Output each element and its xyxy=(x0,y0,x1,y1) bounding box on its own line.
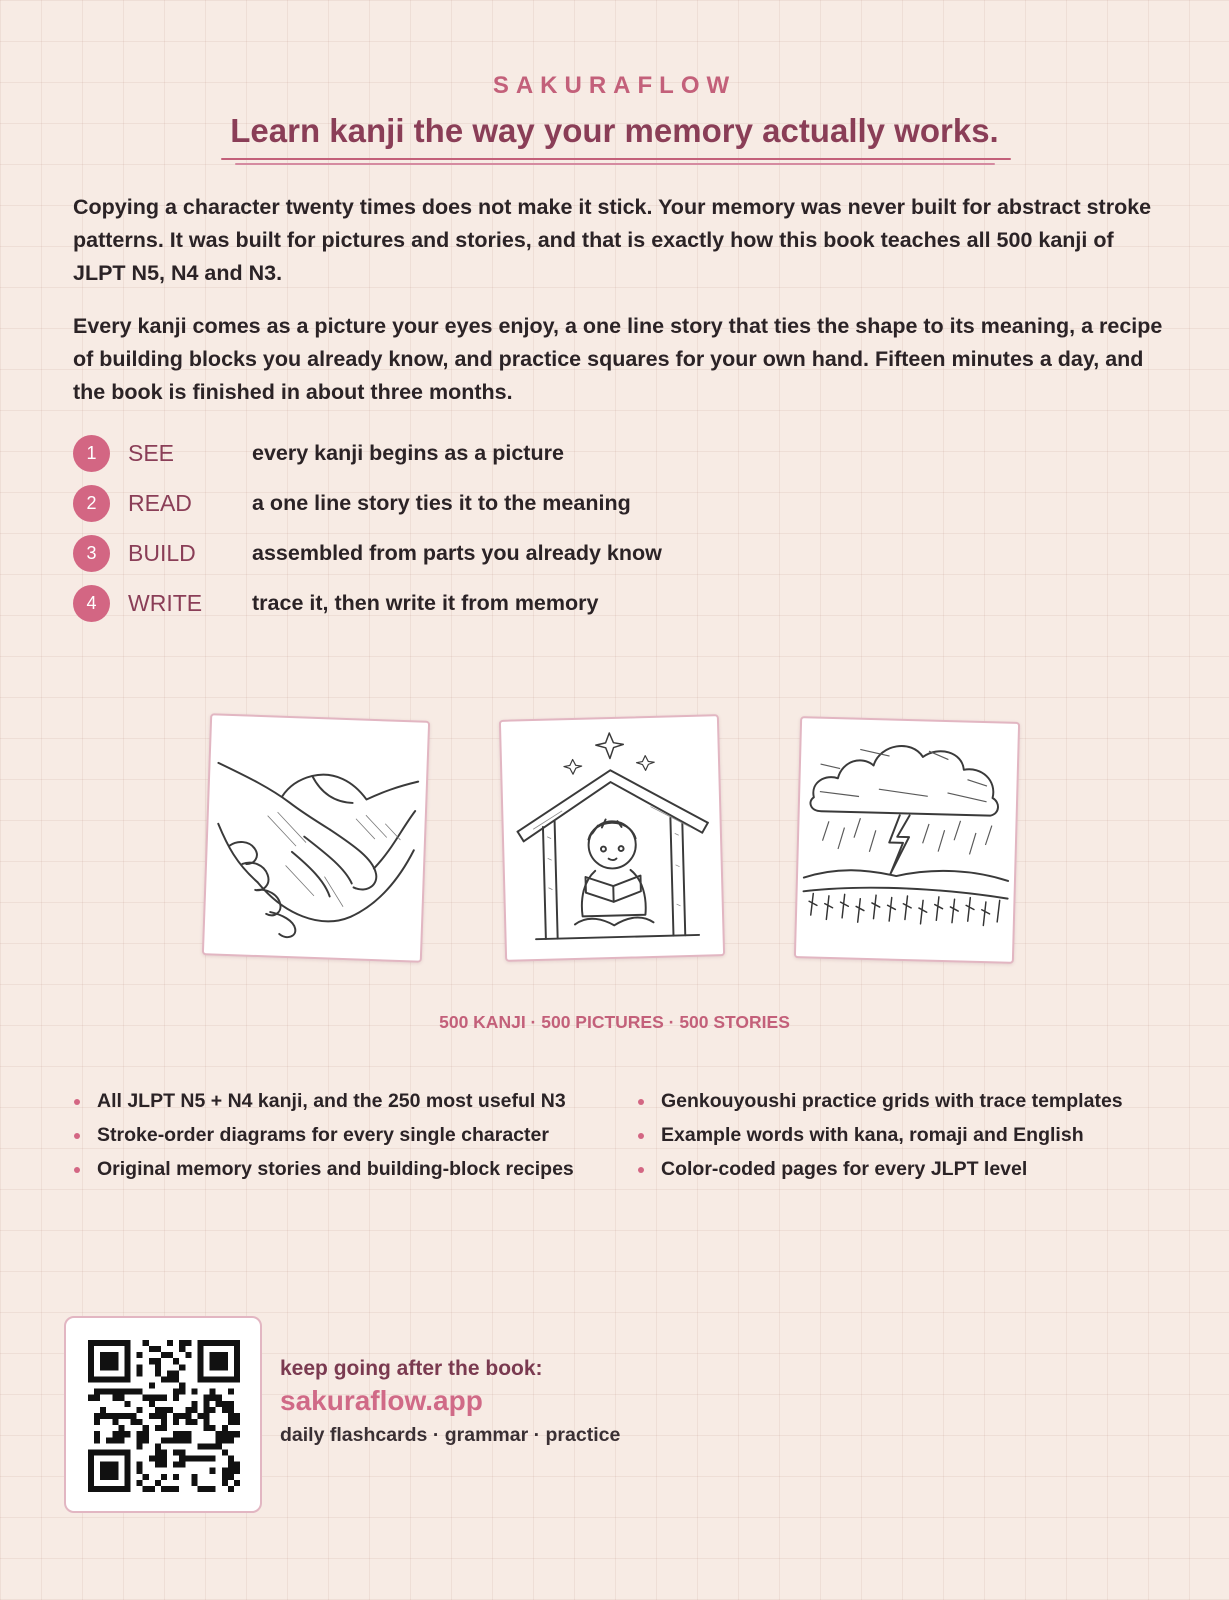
step-number-badge: 2 xyxy=(73,485,110,522)
feature-text: Color-coded pages for every JLPT level xyxy=(661,1158,1028,1180)
feature-text: All JLPT N5 + N4 kanji, and the 250 most useful N3 xyxy=(97,1090,566,1112)
step-description: assembled from parts you already know xyxy=(252,541,662,565)
headline-underline xyxy=(221,158,1011,160)
step-build xyxy=(73,535,973,573)
illustration-card-storm xyxy=(794,716,1020,964)
illustration-card-reading-child xyxy=(499,714,725,962)
step-write xyxy=(73,585,973,623)
headline-underline-secondary xyxy=(235,163,995,165)
illustration-card-handshake xyxy=(202,713,430,963)
website-link[interactable]: sakuraflow.app xyxy=(280,1385,483,1416)
qr-code-icon xyxy=(88,1340,240,1492)
feature-text: Example words with kana, romaji and English xyxy=(661,1124,1084,1146)
step-word: READ xyxy=(128,490,192,516)
tagline: 500 KANJI · 500 PICTURES · 500 STORIES xyxy=(439,1012,790,1032)
step-word: BUILD xyxy=(128,540,196,566)
feature-text: Original memory stories and building-block recipes xyxy=(97,1158,574,1180)
handshake-sketch-icon xyxy=(204,715,428,960)
step-description: trace it, then write it from memory xyxy=(252,591,599,615)
step-description: every kanji begins as a picture xyxy=(252,441,564,465)
child-reading-under-roof-sketch-icon xyxy=(501,716,723,960)
feature-text: Stroke-order diagrams for every single character xyxy=(97,1124,549,1146)
step-see xyxy=(73,435,973,473)
step-word: WRITE xyxy=(128,590,203,616)
intro-paragraph-2: Every kanji comes as a picture your eyes enjoy, a one line story that ties the shape to its meaning, a recipe of building blocks you already know, and practice squares for your own hand. Fifteen minutes a day, and the book is finished in about three months. xyxy=(73,314,1163,404)
bullet-dot xyxy=(638,1133,644,1139)
step-description: a one line story ties it to the meaning xyxy=(252,491,631,515)
step-number-badge: 3 xyxy=(73,535,110,572)
step-number-badge: 1 xyxy=(73,435,110,472)
bullet-dot xyxy=(638,1099,644,1105)
step-word: SEE xyxy=(128,440,175,466)
bullet-dot xyxy=(638,1167,644,1173)
feature-text: Genkouyoushi practice grids with trace templates xyxy=(661,1090,1123,1112)
qr-code-card[interactable] xyxy=(64,1316,262,1513)
bullet-dot xyxy=(74,1167,80,1173)
storm-cloud-over-rice-field-sketch-icon xyxy=(796,718,1018,962)
intro-paragraph-1: Copying a character twenty times does not make it stick. Your memory was never built for abstract stroke patterns. It was built for pictures and stories, and that is exactly how this book teaches all 500 kanji of JLPT N5, N4 and N3. xyxy=(73,195,1152,285)
brand: SAKURAFLOW xyxy=(492,72,737,99)
step-read xyxy=(73,485,973,523)
cta-subtext: daily flashcards · grammar · practice xyxy=(280,1424,621,1446)
cta-lead: keep going after the book: xyxy=(280,1357,543,1380)
bullet-dot xyxy=(74,1099,80,1105)
step-number-badge: 4 xyxy=(73,585,110,622)
bullet-dot xyxy=(74,1133,80,1139)
headline: Learn kanji the way your memory actually works. xyxy=(230,112,999,149)
